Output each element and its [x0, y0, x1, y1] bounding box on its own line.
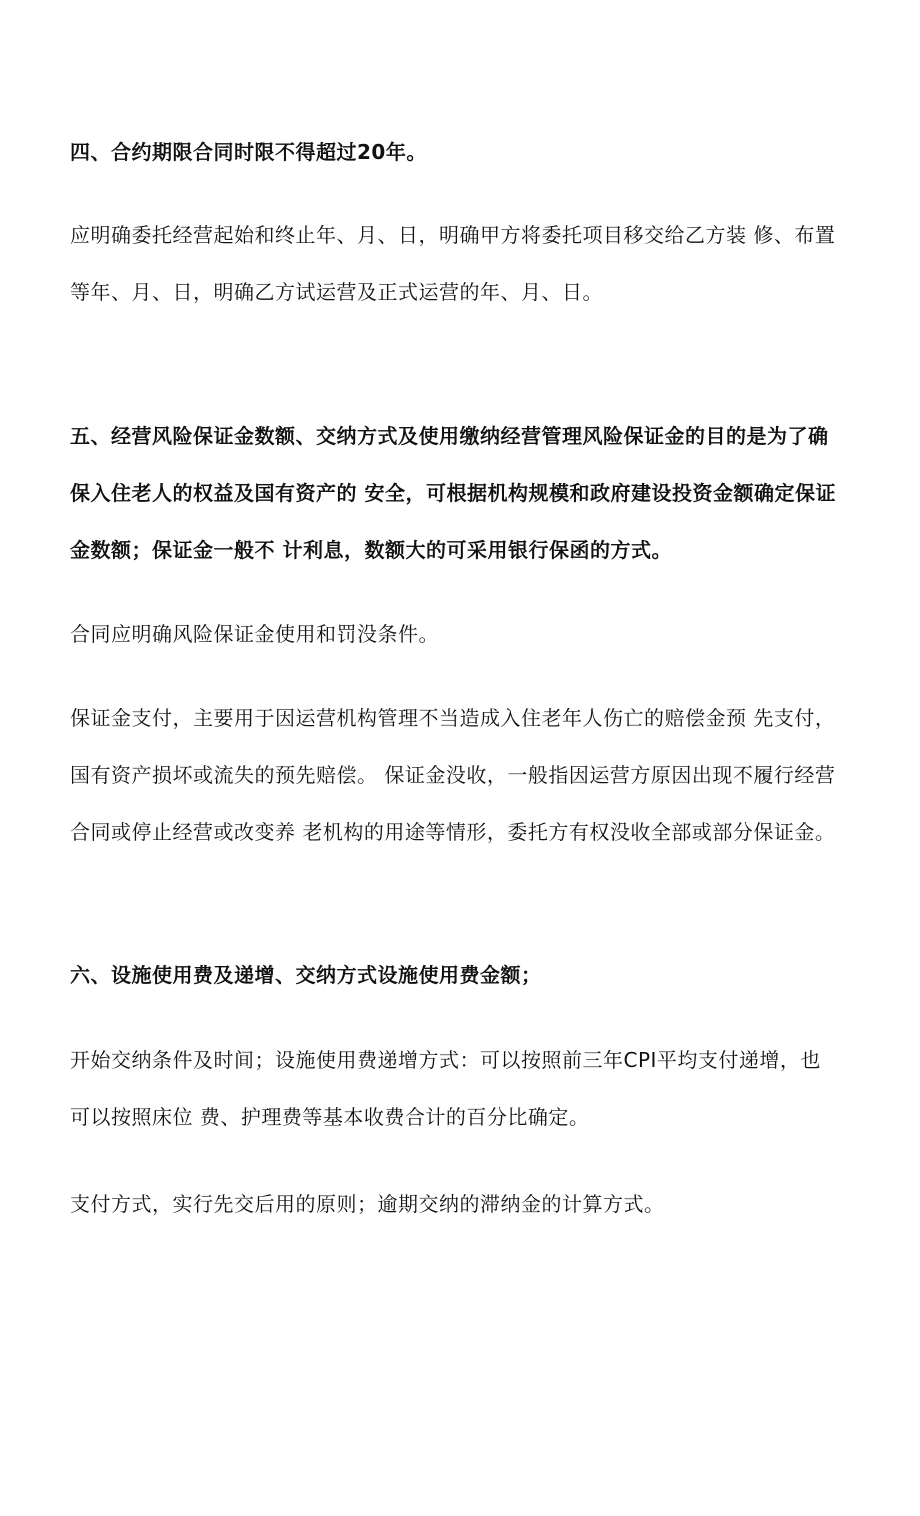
section-4-paragraph-line-1: 应明确委托经营起始和终止年、月、日，明确甲方将委托项目移交给乙方装 修、布置	[70, 223, 836, 247]
section-5-heading-line-1: 五、经营风险保证金数额、交纳方式及使用缴纳经营管理风险保证金的目的是为了确	[70, 424, 829, 448]
section-5-paragraph-1: 合同应明确风险保证金使用和罚没条件。	[70, 622, 439, 646]
section-6-paragraph-1-line-2: 可以按照床位 费、护理费等基本收费合计的百分比确定。	[70, 1105, 590, 1129]
section-6-paragraph-1-line-1: 开始交纳条件及时间；设施使用费递增方式：可以按照前三年CPI平均支付递增，也	[70, 1048, 821, 1072]
section-4-heading: 四、合约期限合同时限不得超过20年。	[70, 140, 427, 164]
section-5-heading-line-3: 金数额；保证金一般不 计利息，数额大的可采用银行保函的方式。	[70, 538, 672, 562]
section-5-heading-line-2: 保入住老人的权益及国有资产的 安全，可根据机构规模和政府建设投资金额确定保证	[70, 481, 836, 505]
section-4-paragraph-line-2: 等年、月、日，明确乙方试运营及正式运营的年、月、日。	[70, 280, 603, 304]
section-5-paragraph-2-line-1: 保证金支付，主要用于因运营机构管理不当造成入住老年人伤亡的赔偿金预 先支付，	[70, 706, 836, 730]
section-6-paragraph-2: 支付方式，实行先交后用的原则；逾期交纳的滞纳金的计算方式。	[70, 1192, 665, 1216]
section-6-heading: 六、设施使用费及递增、交纳方式设施使用费金额；	[70, 963, 542, 987]
section-5-paragraph-2-line-3: 合同或停止经营或改变养 老机构的用途等情形，委托方有权没收全部或部分保证金。	[70, 820, 836, 844]
section-5-paragraph-2-line-2: 国有资产损坏或流失的预先赔偿。 保证金没收，一般指因运营方原因出现不履行经营	[70, 763, 836, 787]
